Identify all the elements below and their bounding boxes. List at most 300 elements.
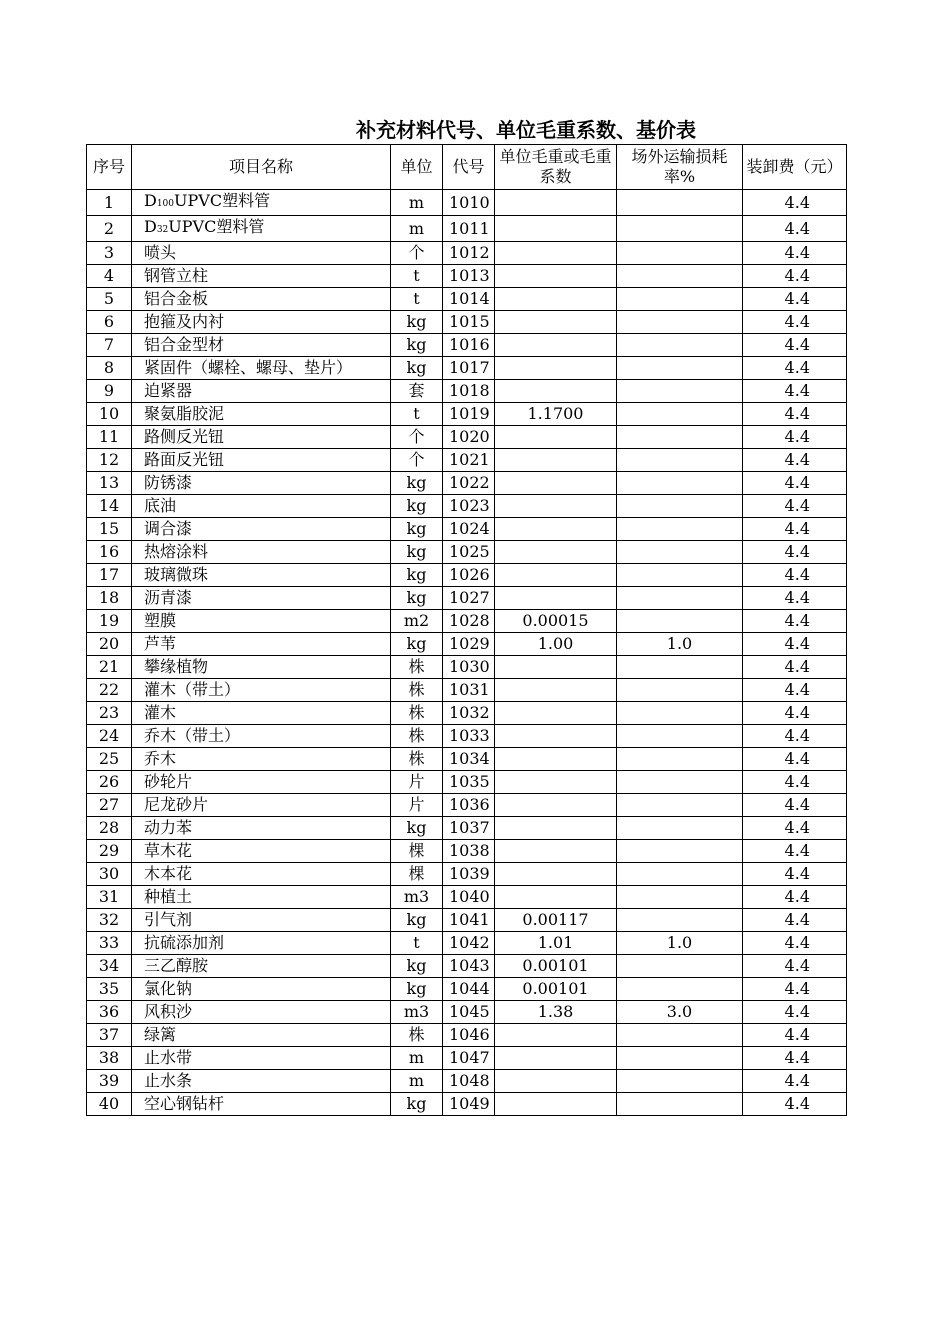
table-row xyxy=(87,334,847,357)
cell-unit: kg xyxy=(391,564,443,587)
name-text: UPVC塑料管 xyxy=(174,191,271,210)
cell-loss xyxy=(617,334,743,357)
cell-loss xyxy=(617,426,743,449)
cell-code: 1016 xyxy=(443,334,495,357)
cell-loss xyxy=(617,587,743,610)
table-row xyxy=(87,771,847,794)
table-row xyxy=(87,748,847,771)
cell-name: 调合漆 xyxy=(132,518,391,541)
cell-weight xyxy=(495,216,617,242)
cell-loss xyxy=(617,909,743,932)
cell-unit: m xyxy=(391,190,443,216)
table-row xyxy=(87,242,847,265)
cell-no: 28 xyxy=(87,817,132,840)
cell-code: 1042 xyxy=(443,932,495,955)
header-no: 序号 xyxy=(87,145,132,190)
cell-fee: 4.4 xyxy=(743,587,847,610)
cell-weight: 1.00 xyxy=(495,633,617,656)
cell-code: 1041 xyxy=(443,909,495,932)
cell-no: 13 xyxy=(87,472,132,495)
cell-name xyxy=(132,216,391,242)
cell-weight xyxy=(495,587,617,610)
cell-name: 路侧反光钮 xyxy=(132,426,391,449)
cell-loss xyxy=(617,288,743,311)
table-row xyxy=(87,909,847,932)
cell-weight xyxy=(495,840,617,863)
cell-fee: 4.4 xyxy=(743,978,847,1001)
name-text: UPVC塑料管 xyxy=(168,217,265,236)
cell-weight xyxy=(495,190,617,216)
cell-name: 草木花 xyxy=(132,840,391,863)
cell-fee: 4.4 xyxy=(743,932,847,955)
cell-unit: m2 xyxy=(391,610,443,633)
cell-fee: 4.4 xyxy=(743,702,847,725)
cell-name: 三乙醇胺 xyxy=(132,955,391,978)
cell-weight xyxy=(495,656,617,679)
cell-no: 31 xyxy=(87,886,132,909)
cell-no: 32 xyxy=(87,909,132,932)
cell-name: 抱箍及内衬 xyxy=(132,311,391,334)
cell-fee: 4.4 xyxy=(743,426,847,449)
cell-unit: m3 xyxy=(391,886,443,909)
table-header-row xyxy=(87,145,847,190)
cell-weight: 0.00101 xyxy=(495,955,617,978)
cell-loss xyxy=(617,541,743,564)
cell-fee: 4.4 xyxy=(743,610,847,633)
cell-name: 攀缘植物 xyxy=(132,656,391,679)
table-row xyxy=(87,840,847,863)
header-name: 项目名称 xyxy=(132,145,391,190)
table-row xyxy=(87,679,847,702)
cell-name: 引气剂 xyxy=(132,909,391,932)
cell-no: 29 xyxy=(87,840,132,863)
cell-loss xyxy=(617,1047,743,1070)
cell-code: 1022 xyxy=(443,472,495,495)
cell-code: 1033 xyxy=(443,725,495,748)
cell-unit: 个 xyxy=(391,426,443,449)
cell-no: 38 xyxy=(87,1047,132,1070)
cell-weight: 1.01 xyxy=(495,932,617,955)
cell-loss xyxy=(617,610,743,633)
cell-code: 1040 xyxy=(443,886,495,909)
cell-no: 21 xyxy=(87,656,132,679)
cell-fee: 4.4 xyxy=(743,265,847,288)
cell-weight xyxy=(495,311,617,334)
cell-code: 1049 xyxy=(443,1093,495,1116)
cell-no: 34 xyxy=(87,955,132,978)
cell-unit: 株 xyxy=(391,702,443,725)
cell-no: 11 xyxy=(87,426,132,449)
cell-no: 6 xyxy=(87,311,132,334)
cell-fee: 4.4 xyxy=(743,541,847,564)
cell-name: 铝合金型材 xyxy=(132,334,391,357)
cell-name: 抗硫添加剂 xyxy=(132,932,391,955)
cell-unit: t xyxy=(391,265,443,288)
cell-no: 14 xyxy=(87,495,132,518)
cell-name: 钢管立柱 xyxy=(132,265,391,288)
cell-loss xyxy=(617,817,743,840)
cell-fee: 4.4 xyxy=(743,288,847,311)
table-row xyxy=(87,610,847,633)
cell-unit: t xyxy=(391,288,443,311)
cell-name: 玻璃微珠 xyxy=(132,564,391,587)
cell-name: 铝合金板 xyxy=(132,288,391,311)
cell-weight xyxy=(495,886,617,909)
table-body xyxy=(87,190,847,1116)
cell-fee: 4.4 xyxy=(743,794,847,817)
cell-fee: 4.4 xyxy=(743,472,847,495)
header-unit: 单位 xyxy=(391,145,443,190)
cell-weight xyxy=(495,748,617,771)
cell-loss xyxy=(617,265,743,288)
cell-name: 空心钢钻杆 xyxy=(132,1093,391,1116)
cell-loss xyxy=(617,656,743,679)
page-title: 补充材料代号、单位毛重系数、基价表 xyxy=(356,118,696,142)
cell-loss xyxy=(617,955,743,978)
cell-name: 灌木（带土） xyxy=(132,679,391,702)
cell-fee: 4.4 xyxy=(743,1001,847,1024)
cell-no: 7 xyxy=(87,334,132,357)
cell-name: 喷头 xyxy=(132,242,391,265)
header-weight: 单位毛重或毛重系数 xyxy=(495,145,617,190)
cell-code: 1035 xyxy=(443,771,495,794)
cell-loss xyxy=(617,495,743,518)
name-subscript: 32 xyxy=(156,225,169,235)
cell-code: 1045 xyxy=(443,1001,495,1024)
cell-no: 27 xyxy=(87,794,132,817)
cell-fee: 4.4 xyxy=(743,725,847,748)
cell-code: 1015 xyxy=(443,311,495,334)
cell-fee: 4.4 xyxy=(743,955,847,978)
cell-loss xyxy=(617,190,743,216)
cell-code: 1044 xyxy=(443,978,495,1001)
cell-loss xyxy=(617,794,743,817)
cell-no: 19 xyxy=(87,610,132,633)
cell-fee: 4.4 xyxy=(743,311,847,334)
table-row xyxy=(87,518,847,541)
cell-unit: m xyxy=(391,216,443,242)
cell-code: 1012 xyxy=(443,242,495,265)
table-row xyxy=(87,817,847,840)
cell-unit: 个 xyxy=(391,449,443,472)
cell-code: 1013 xyxy=(443,265,495,288)
table-row xyxy=(87,932,847,955)
cell-unit: 片 xyxy=(391,771,443,794)
cell-unit: kg xyxy=(391,978,443,1001)
cell-weight xyxy=(495,1047,617,1070)
cell-no: 18 xyxy=(87,587,132,610)
cell-fee: 4.4 xyxy=(743,564,847,587)
table-row xyxy=(87,265,847,288)
cell-loss xyxy=(617,311,743,334)
cell-code: 1027 xyxy=(443,587,495,610)
cell-name: 沥青漆 xyxy=(132,587,391,610)
cell-fee: 4.4 xyxy=(743,380,847,403)
cell-weight xyxy=(495,771,617,794)
cell-loss xyxy=(617,518,743,541)
cell-unit: 株 xyxy=(391,656,443,679)
cell-name: 灌木 xyxy=(132,702,391,725)
table-row xyxy=(87,725,847,748)
cell-no: 39 xyxy=(87,1070,132,1093)
cell-fee: 4.4 xyxy=(743,840,847,863)
table-row xyxy=(87,288,847,311)
cell-loss xyxy=(617,886,743,909)
cell-name: 防锈漆 xyxy=(132,472,391,495)
cell-loss xyxy=(617,771,743,794)
cell-name: 止水条 xyxy=(132,1070,391,1093)
table-row xyxy=(87,978,847,1001)
cell-loss xyxy=(617,978,743,1001)
cell-weight xyxy=(495,242,617,265)
cell-fee: 4.4 xyxy=(743,633,847,656)
cell-fee: 4.4 xyxy=(743,886,847,909)
table-row xyxy=(87,587,847,610)
cell-name: 乔木（带土） xyxy=(132,725,391,748)
cell-loss xyxy=(617,679,743,702)
cell-loss xyxy=(617,216,743,242)
cell-no: 16 xyxy=(87,541,132,564)
cell-weight xyxy=(495,794,617,817)
cell-unit: 株 xyxy=(391,748,443,771)
header-fee: 装卸费（元） xyxy=(743,145,847,190)
cell-name: 绿篱 xyxy=(132,1024,391,1047)
cell-fee: 4.4 xyxy=(743,242,847,265)
cell-unit: kg xyxy=(391,334,443,357)
table-row xyxy=(87,1024,847,1047)
cell-fee: 4.4 xyxy=(743,771,847,794)
cell-unit: kg xyxy=(391,357,443,380)
cell-weight xyxy=(495,380,617,403)
cell-name: 种植土 xyxy=(132,886,391,909)
cell-loss: 1.0 xyxy=(617,633,743,656)
cell-fee: 4.4 xyxy=(743,748,847,771)
cell-code: 1032 xyxy=(443,702,495,725)
cell-unit: kg xyxy=(391,587,443,610)
cell-name: 聚氨脂胶泥 xyxy=(132,403,391,426)
cell-no: 5 xyxy=(87,288,132,311)
name-prefix: D xyxy=(144,191,157,210)
cell-no: 20 xyxy=(87,633,132,656)
cell-loss xyxy=(617,1093,743,1116)
cell-unit: 个 xyxy=(391,242,443,265)
cell-weight xyxy=(495,863,617,886)
cell-weight xyxy=(495,357,617,380)
cell-fee: 4.4 xyxy=(743,216,847,242)
cell-code: 1014 xyxy=(443,288,495,311)
cell-loss xyxy=(617,840,743,863)
cell-weight xyxy=(495,334,617,357)
cell-name: 底油 xyxy=(132,495,391,518)
cell-code: 1010 xyxy=(443,190,495,216)
cell-no: 12 xyxy=(87,449,132,472)
cell-name: 尼龙砂片 xyxy=(132,794,391,817)
cell-fee: 4.4 xyxy=(743,1070,847,1093)
cell-unit: kg xyxy=(391,909,443,932)
cell-name: 砂轮片 xyxy=(132,771,391,794)
table-row xyxy=(87,380,847,403)
cell-code: 1011 xyxy=(443,216,495,242)
cell-code: 1019 xyxy=(443,403,495,426)
cell-no: 1 xyxy=(87,190,132,216)
cell-weight xyxy=(495,541,617,564)
cell-no: 2 xyxy=(87,216,132,242)
materials-table xyxy=(86,144,847,1116)
cell-loss xyxy=(617,564,743,587)
cell-weight xyxy=(495,472,617,495)
cell-unit: kg xyxy=(391,633,443,656)
cell-weight xyxy=(495,495,617,518)
cell-loss xyxy=(617,863,743,886)
cell-fee: 4.4 xyxy=(743,1093,847,1116)
name-subscript: 100 xyxy=(156,199,175,209)
cell-weight xyxy=(495,564,617,587)
cell-fee: 4.4 xyxy=(743,403,847,426)
cell-loss xyxy=(617,242,743,265)
cell-fee: 4.4 xyxy=(743,495,847,518)
cell-no: 4 xyxy=(87,265,132,288)
cell-name: 风积沙 xyxy=(132,1001,391,1024)
cell-unit: 株 xyxy=(391,679,443,702)
table-row xyxy=(87,449,847,472)
header-code: 代号 xyxy=(443,145,495,190)
table-row xyxy=(87,702,847,725)
cell-name: 紧固件（螺栓、螺母、垫片） xyxy=(132,357,391,380)
cell-weight xyxy=(495,518,617,541)
table-row xyxy=(87,1047,847,1070)
cell-fee: 4.4 xyxy=(743,334,847,357)
cell-no: 9 xyxy=(87,380,132,403)
table-row xyxy=(87,794,847,817)
cell-name: 止水带 xyxy=(132,1047,391,1070)
cell-unit: kg xyxy=(391,541,443,564)
cell-code: 1020 xyxy=(443,426,495,449)
cell-loss xyxy=(617,380,743,403)
cell-weight xyxy=(495,426,617,449)
table-row xyxy=(87,863,847,886)
cell-fee: 4.4 xyxy=(743,863,847,886)
cell-code: 1036 xyxy=(443,794,495,817)
cell-loss xyxy=(617,702,743,725)
table-row xyxy=(87,357,847,380)
cell-code: 1031 xyxy=(443,679,495,702)
table-row xyxy=(87,1001,847,1024)
cell-weight: 0.00015 xyxy=(495,610,617,633)
cell-no: 8 xyxy=(87,357,132,380)
cell-loss xyxy=(617,357,743,380)
cell-name xyxy=(132,190,391,216)
cell-weight xyxy=(495,1024,617,1047)
cell-weight xyxy=(495,817,617,840)
header-loss: 场外运输损耗率% xyxy=(617,145,743,190)
cell-unit: t xyxy=(391,932,443,955)
cell-unit: 棵 xyxy=(391,840,443,863)
cell-unit: 株 xyxy=(391,725,443,748)
cell-code: 1046 xyxy=(443,1024,495,1047)
cell-no: 25 xyxy=(87,748,132,771)
cell-code: 1018 xyxy=(443,380,495,403)
cell-unit: kg xyxy=(391,955,443,978)
cell-name: 迫紧器 xyxy=(132,380,391,403)
cell-name: 动力苯 xyxy=(132,817,391,840)
table-row xyxy=(87,955,847,978)
cell-no: 23 xyxy=(87,702,132,725)
table-row xyxy=(87,1093,847,1116)
cell-name: 乔木 xyxy=(132,748,391,771)
cell-name: 芦苇 xyxy=(132,633,391,656)
cell-fee: 4.4 xyxy=(743,656,847,679)
cell-name: 木本花 xyxy=(132,863,391,886)
cell-loss: 1.0 xyxy=(617,932,743,955)
cell-code: 1039 xyxy=(443,863,495,886)
table-row xyxy=(87,190,847,216)
cell-loss xyxy=(617,1024,743,1047)
cell-no: 35 xyxy=(87,978,132,1001)
cell-no: 33 xyxy=(87,932,132,955)
table-row xyxy=(87,1070,847,1093)
cell-unit: m xyxy=(391,1070,443,1093)
cell-no: 30 xyxy=(87,863,132,886)
cell-fee: 4.4 xyxy=(743,357,847,380)
cell-no: 26 xyxy=(87,771,132,794)
name-prefix: D xyxy=(144,217,157,236)
cell-fee: 4.4 xyxy=(743,449,847,472)
cell-fee: 4.4 xyxy=(743,1047,847,1070)
table-row xyxy=(87,216,847,242)
cell-weight: 1.1700 xyxy=(495,403,617,426)
cell-unit: t xyxy=(391,403,443,426)
cell-no: 15 xyxy=(87,518,132,541)
cell-unit: 棵 xyxy=(391,863,443,886)
cell-loss xyxy=(617,403,743,426)
table-row xyxy=(87,495,847,518)
cell-no: 37 xyxy=(87,1024,132,1047)
cell-code: 1026 xyxy=(443,564,495,587)
table-row xyxy=(87,633,847,656)
cell-fee: 4.4 xyxy=(743,190,847,216)
cell-code: 1038 xyxy=(443,840,495,863)
table-row xyxy=(87,564,847,587)
cell-weight: 0.00101 xyxy=(495,978,617,1001)
cell-fee: 4.4 xyxy=(743,817,847,840)
table-row xyxy=(87,541,847,564)
cell-unit: kg xyxy=(391,817,443,840)
cell-weight xyxy=(495,1070,617,1093)
cell-loss: 3.0 xyxy=(617,1001,743,1024)
cell-no: 10 xyxy=(87,403,132,426)
cell-name: 氯化钠 xyxy=(132,978,391,1001)
cell-unit: kg xyxy=(391,518,443,541)
cell-unit: kg xyxy=(391,311,443,334)
cell-fee: 4.4 xyxy=(743,518,847,541)
cell-code: 1034 xyxy=(443,748,495,771)
cell-code: 1029 xyxy=(443,633,495,656)
cell-name: 塑膜 xyxy=(132,610,391,633)
cell-code: 1021 xyxy=(443,449,495,472)
cell-fee: 4.4 xyxy=(743,909,847,932)
cell-no: 40 xyxy=(87,1093,132,1116)
cell-weight xyxy=(495,725,617,748)
cell-code: 1047 xyxy=(443,1047,495,1070)
cell-loss xyxy=(617,472,743,495)
cell-code: 1030 xyxy=(443,656,495,679)
cell-unit: kg xyxy=(391,1093,443,1116)
cell-name: 热熔涂料 xyxy=(132,541,391,564)
cell-code: 1028 xyxy=(443,610,495,633)
cell-loss xyxy=(617,1070,743,1093)
cell-code: 1048 xyxy=(443,1070,495,1093)
cell-loss xyxy=(617,748,743,771)
